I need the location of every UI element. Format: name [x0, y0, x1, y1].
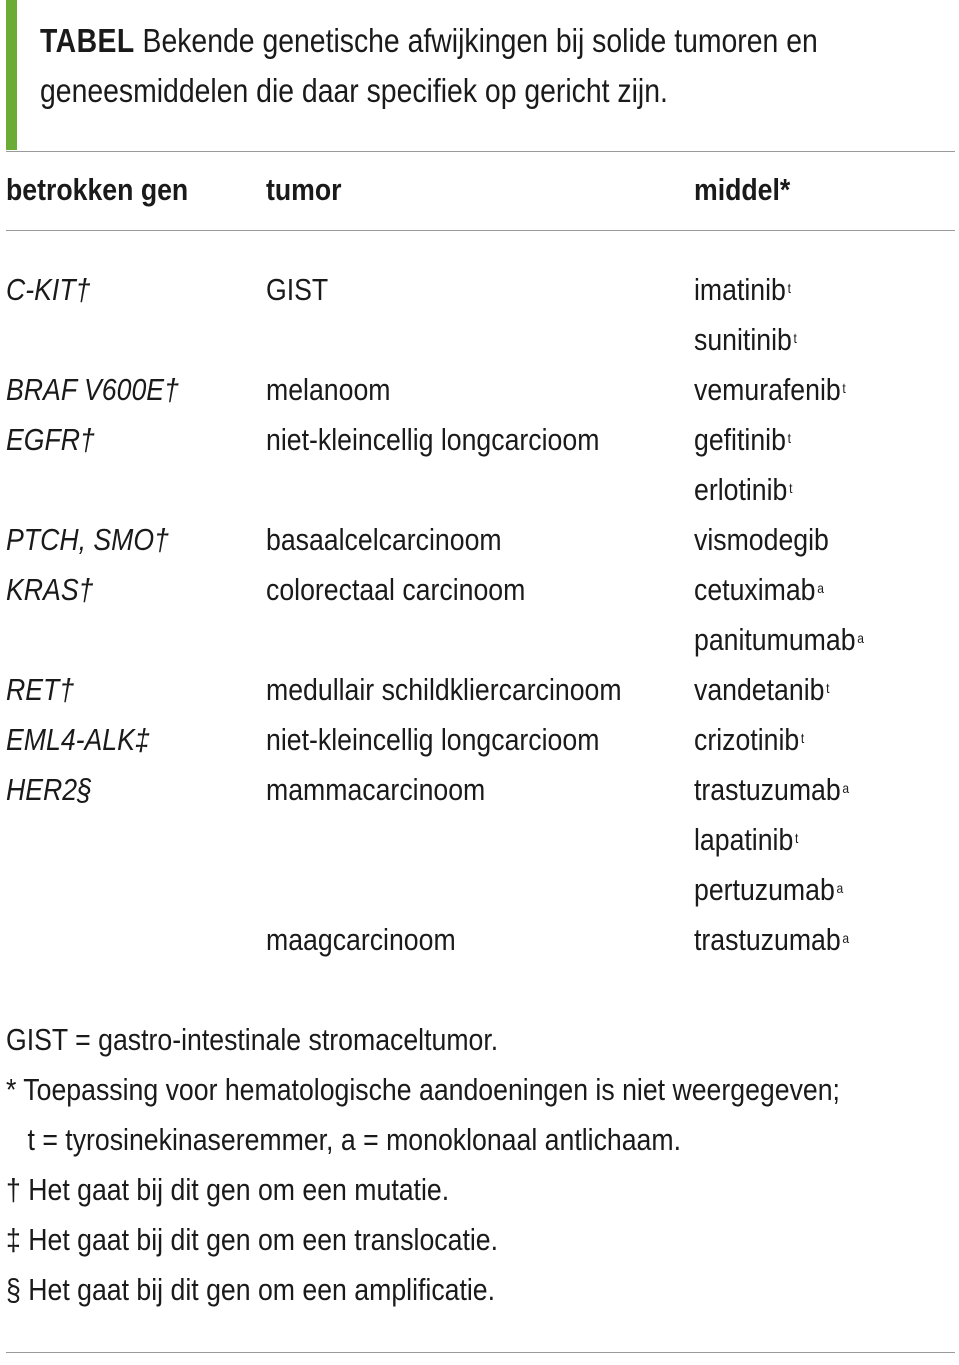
drug-cell	[694, 565, 824, 615]
table-row	[0, 365, 959, 415]
drug-type-marker: t	[826, 680, 830, 696]
table-row	[0, 265, 959, 315]
tumor-cell: maagcarcinoom	[266, 922, 456, 957]
tumor-cell: medullair schildkliercarcinoom	[266, 672, 622, 707]
drug-type-marker: a	[842, 930, 850, 946]
tumor-cell: colorectaal carcinoom	[266, 572, 526, 607]
table-row	[0, 665, 959, 715]
drug-cell	[694, 265, 791, 315]
drug-name: gefitinib	[694, 422, 786, 457]
gene-cell: BRAF V600E†	[6, 372, 179, 407]
caption-label: TABEL	[40, 22, 135, 59]
drug-cell	[694, 615, 864, 665]
drug-cell	[694, 665, 830, 715]
accent-bar	[6, 0, 17, 150]
drug-cell	[694, 765, 849, 815]
table-row	[0, 765, 959, 815]
header-tumor: tumor	[266, 172, 342, 207]
drug-name: cetuximab	[694, 572, 816, 607]
drug-name: panitumumab	[694, 622, 856, 657]
drug-name: sunitinib	[694, 322, 792, 357]
drug-cell	[694, 415, 791, 465]
table-caption	[0, 0, 959, 150]
drug-cell	[694, 315, 797, 365]
tumor-cell: basaalcelcarcinoom	[266, 522, 502, 557]
drug-cell	[694, 365, 846, 415]
footnote-asterisk-cont: t = tyrosinekinaseremmer, a = monoklonaal antlichaam.	[27, 1122, 682, 1157]
gene-cell: RET†	[6, 672, 75, 707]
table-row	[0, 565, 959, 615]
header-gene: betrokken gen	[6, 172, 189, 207]
footnote-section: § Het gaat bij dit gen om een amplificatie.	[6, 1272, 496, 1307]
top-divider	[6, 151, 955, 152]
gene-cell: EGFR†	[6, 422, 95, 457]
tumor-cell: melanoom	[266, 372, 391, 407]
drug-name: trastuzumab	[694, 772, 841, 807]
table-row	[0, 865, 959, 915]
drug-cell	[694, 515, 831, 565]
table-row	[0, 515, 959, 565]
drug-name: vandetanib	[694, 672, 825, 707]
table-row	[0, 815, 959, 865]
drug-name: vismodegib	[694, 522, 829, 557]
drug-cell	[694, 715, 804, 765]
tumor-cell: niet-kleincellig longcarcioom	[266, 422, 600, 457]
drug-type-marker: t	[800, 730, 805, 746]
data-table	[0, 265, 959, 965]
table-row	[0, 615, 959, 665]
gene-cell: C-KIT†	[6, 272, 91, 307]
drug-name: trastuzumab	[694, 922, 841, 957]
drug-name: imatinib	[694, 272, 786, 307]
table-row	[0, 415, 959, 465]
drug-name: pertuzumab	[694, 872, 835, 907]
drug-type-marker: t	[795, 830, 799, 846]
gene-cell: PTCH, SMO†	[6, 522, 169, 557]
drug-name: vemurafenib	[694, 372, 841, 407]
tumor-cell: niet-kleincellig longcarcioom	[266, 722, 600, 757]
footnote-asterisk: * Toepassing voor hematologische aandoeningen is niet weergegeven;	[6, 1072, 840, 1107]
drug-type-marker: a	[836, 880, 844, 896]
footnote-abbreviation: GIST = gastro-intestinale stromaceltumor.	[6, 1022, 499, 1057]
drug-type-marker: t	[789, 480, 793, 496]
drug-name: lapatinib	[694, 822, 794, 857]
drug-type-marker: a	[817, 580, 824, 596]
drug-type-marker: a	[842, 780, 850, 796]
drug-cell	[694, 865, 843, 915]
footnotes	[6, 1015, 946, 1315]
footnote-double-dagger: ‡ Het gaat bij dit gen om een translocatie.	[6, 1222, 499, 1257]
gene-cell: HER2§	[6, 772, 92, 807]
bottom-divider	[6, 1352, 955, 1353]
caption-line-1: Bekende genetische afwijkingen bij solide tumoren en	[134, 22, 818, 59]
drug-name: erlotinib	[694, 472, 788, 507]
drug-type-marker: a	[857, 630, 864, 646]
table-row	[0, 315, 959, 365]
table-row	[0, 915, 959, 965]
footnote-dagger: † Het gaat bij dit gen om een mutatie.	[6, 1172, 450, 1207]
caption-text	[40, 16, 818, 116]
gene-cell: EML4-ALK‡	[6, 722, 150, 757]
gene-cell: KRAS†	[6, 572, 94, 607]
tumor-cell: mammacarcinoom	[266, 772, 486, 807]
header-divider	[6, 230, 955, 231]
drug-cell	[694, 915, 849, 965]
tumor-cell: GIST	[266, 272, 329, 307]
drug-type-marker: t	[842, 380, 846, 396]
caption-line-2: geneesmiddelen die daar specifiek op gericht zijn.	[40, 72, 668, 109]
drug-name: crizotinib	[694, 722, 800, 757]
drug-type-marker: t	[787, 280, 791, 296]
drug-type-marker: t	[793, 330, 797, 346]
drug-type-marker: t	[787, 430, 791, 446]
table-row	[0, 465, 959, 515]
drug-cell	[694, 465, 792, 515]
drug-cell	[694, 815, 798, 865]
table-row	[0, 715, 959, 765]
header-drug: middel*	[694, 172, 791, 207]
